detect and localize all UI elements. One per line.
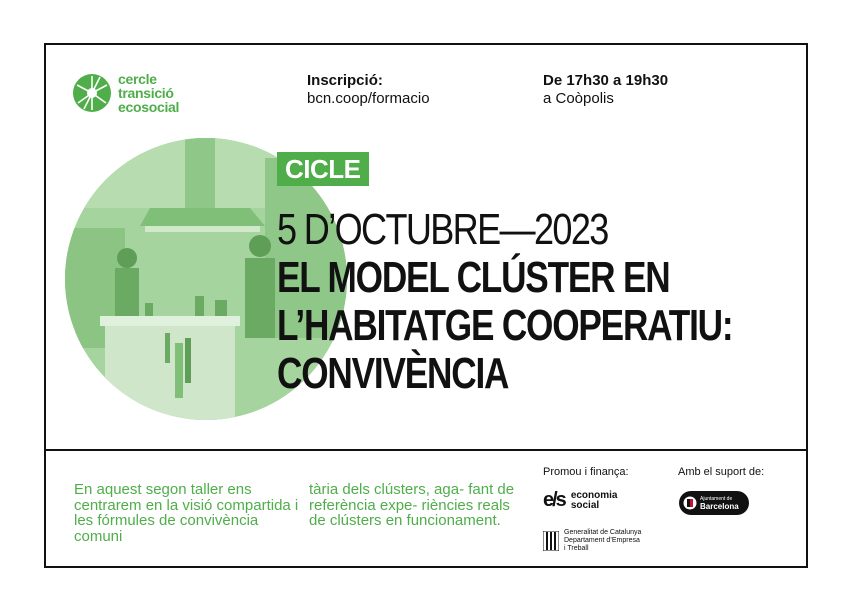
description-col-2: tària dels clústers, aga- fant de referència expe- riències reals de clústers en funcionament. — [309, 481, 515, 529]
registration-info — [307, 72, 430, 108]
cicle-label: CICLE — [277, 152, 369, 186]
registration-label: Inscripció: — [307, 72, 383, 89]
economia-social-logo — [543, 489, 618, 512]
logo-line-2: transició — [118, 85, 174, 101]
generalitat-logo — [543, 529, 641, 553]
event-title — [277, 254, 732, 398]
ajb-line-1: Ajuntament de — [700, 495, 733, 502]
title-line-2: L’HABITATGE COOPERATIU: — [277, 301, 733, 350]
es-line-1: economia — [570, 489, 618, 501]
section-divider — [44, 449, 808, 451]
logo-line-1: cercle — [118, 71, 157, 87]
title-line-3: CONVIVÈNCIA — [277, 349, 509, 398]
cercle-transicio-logo — [72, 72, 179, 114]
description-col-1: En aquest segon taller ens centrarem en la visió compartida i les fórmules de convivència comuni — [74, 481, 299, 545]
title-line-1: EL MODEL CLÚSTER EN — [277, 253, 670, 302]
ajuntament-barcelona-logo — [679, 491, 749, 515]
schedule-place: a Coòpolis — [543, 90, 614, 107]
suport-label: Amb el suport de: — [678, 466, 765, 478]
schedule-hours: De 17h30 a 19h30 — [543, 72, 669, 89]
gen-line-3: i Treball — [564, 545, 589, 552]
leaf-circle-icon — [72, 73, 112, 113]
barcelona-shield-icon — [683, 496, 697, 510]
gen-line-2: Departament d’Empresa — [564, 537, 640, 544]
schedule-info — [543, 72, 668, 108]
ajb-line-2: Barcelona — [700, 501, 739, 511]
es-line-2: social — [570, 499, 600, 511]
logo-line-3: ecosocial — [118, 99, 180, 115]
es-mark-icon: e/s — [543, 489, 565, 511]
senyera-icon — [543, 531, 559, 551]
registration-url[interactable]: bcn.coop/formacio — [307, 90, 430, 107]
event-date: 5 D’OCTUBRE—2023 — [277, 205, 608, 254]
promou-label: Promou i finança: — [543, 466, 629, 478]
gen-line-1: Generalitat de Catalunya — [564, 529, 642, 536]
